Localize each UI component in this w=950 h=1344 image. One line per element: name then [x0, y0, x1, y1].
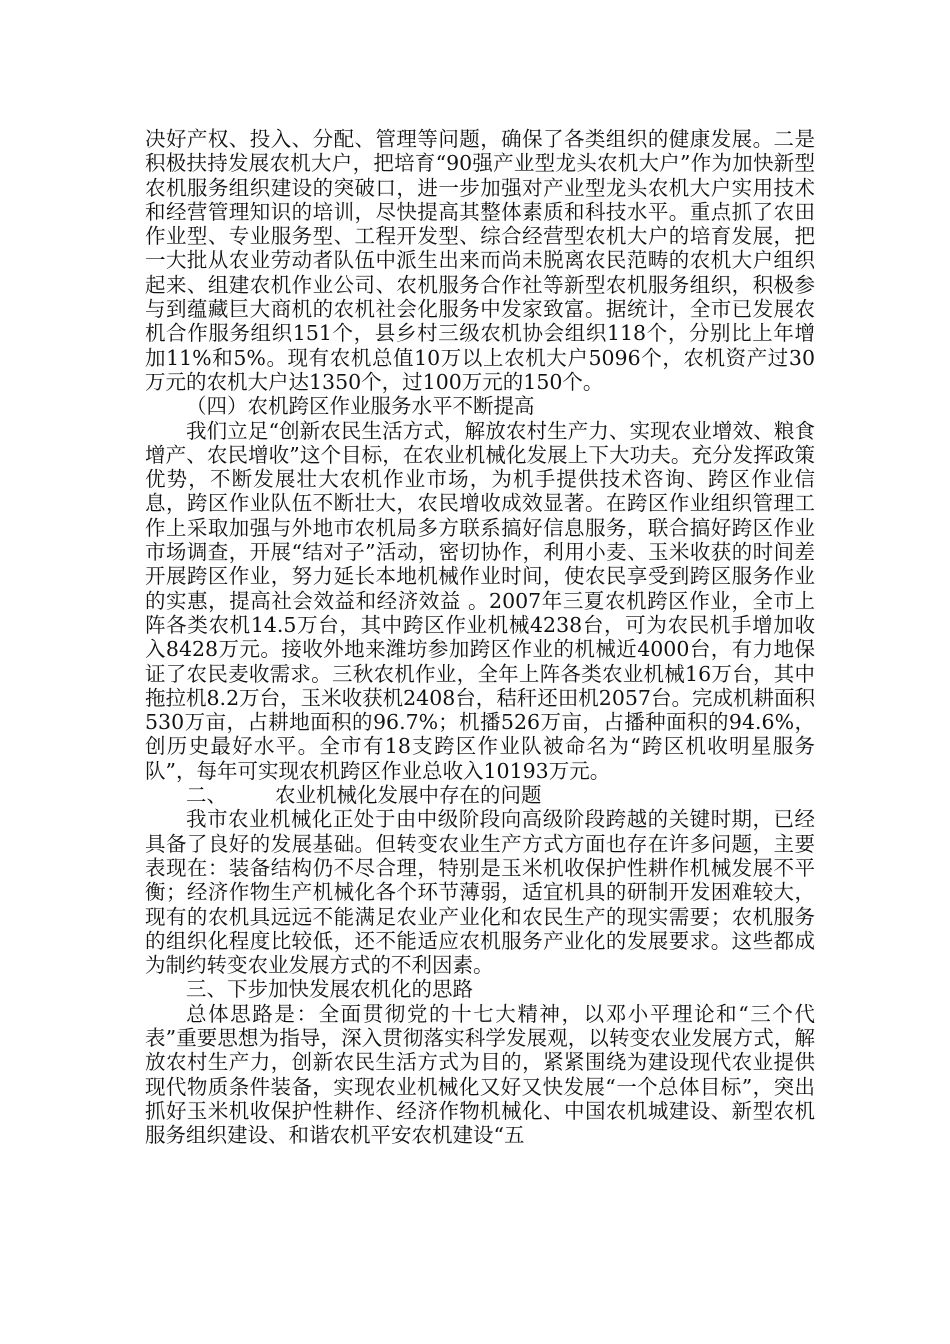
paragraph-strategy: 总体思路是：全面贯彻党的十七大精神，以邓小平理论和“三个代表”重要思想为指导，深入贯彻落实科学发展观，以转变农业发展方式，解放农村生产力，创新农民生活方式为目的，紧紧围绕为建设现代农业提供现代物质条件装备，实现农业机械化又好又快发展“一个总体目标”，突出抓好玉米机收保护性耕作、经济作物机械化、中国农机城建设、新型农机服务组织建设、和谐农机平安农机建设“五: [145, 1001, 815, 1148]
paragraph-organizations: 决好产权、投入、分配、管理等问题，确保了各类组织的健康发展。二是积极扶持发展农机大户，把培育“90强产业型龙头农机大户”作为加快新型农机服务组织建设的突破口，进一步加强对产业型龙头农机大户实用技术和经营管理知识的培训，尽快提高其整体素质和科技水平。重点抓了农田作业型、专业服务型、工程开发型、综合经营型农机大户的培育发展，把一大批从农业劳动者队伍中派生出来而尚未脱离农民范畴的农机大户组织起来、组建农机作业公司、农机服务合作社等新型农机服务组织，积极参与到蕴藏巨大商机的农机社会化服务中发家致富。据统计，全市已发展农机合作服务组织151个，县乡村三级农机协会组织118个，分别比上年增加11%和5%。现有农机总值10万以上农机大户5096个，农机资产过30万元的农机大户达1350个，过100万元的150个。: [145, 127, 815, 394]
paragraph-cross-region: 我们立足“创新农民生活方式，解放农村生产力、实现农业增效、粮食增产、农民增收”这个目标，在农业机械化发展上下大功夫。充分发挥政策优势，不断发展壮大农机作业市场，为机手提供技术咨询、跨区作业信息，跨区作业队伍不断壮大，农民增收成效显著。在跨区作业组织管理工作上采取加强与外地市农机局多方联系搞好信息服务，联合搞好跨区作业市场调查，开展“结对子”活动，密切协作，利用小麦、玉米收获的时间差开展跨区作业，努力延长本地机械作业时间，使农民享受到跨区服务作业的实惠，提高社会效益和经济效益 。2007年三夏农机跨区作业，全市上阵各类农机14.5万台，其中跨区作业机械4238台，可为农民机手增加收入8428万元。接收外地来潍坊参加跨区作业的机械近4000台，有力地保证了农民麦收需求。三秋农机作业，全年上阵各类农业机械16万台，其中拖拉机8.2万台，玉米收获机2408台，秸秆还田机2057台。完成机耕面积530万亩，占耕地面积的96.7%；机播526万亩，占播种面积的94.6%，创历史最好水平。全市有18支跨区作业队被命名为“跨区机收明星服务队”，每年可实现农机跨区作业总收入10193万元。: [145, 418, 815, 783]
section-heading-2: [145, 783, 815, 807]
document-body: [145, 127, 815, 1147]
section-number-2: 二、: [186, 783, 227, 808]
paragraph-problems: 我市农业机械化正处于由中级阶段向高级阶段跨越的关键时期，已经具备了良好的发展基础。但转变农业生产方式方面也存在许多问题，主要表现在：装备结构仍不尽合理，特别是玉米机收保护性耕作机械发展不平衡；经济作物生产机械化各个环节薄弱，适宜机具的研制开发困难较大，现有的农机具远远不能满足农业产业化和农民生产的现实需要；农机服务的组织化程度比较低，还不能适应农机服务产业化的发展要求。这些都成为制约转变农业发展方式的不利因素。: [145, 807, 815, 978]
section-heading-4: （四）农机跨区作业服务水平不断提高: [186, 394, 535, 419]
section-heading-3: 三、下步加快发展农机化的思路: [186, 977, 473, 1002]
section-title-2: 农业机械化发展中存在的问题: [275, 783, 542, 808]
